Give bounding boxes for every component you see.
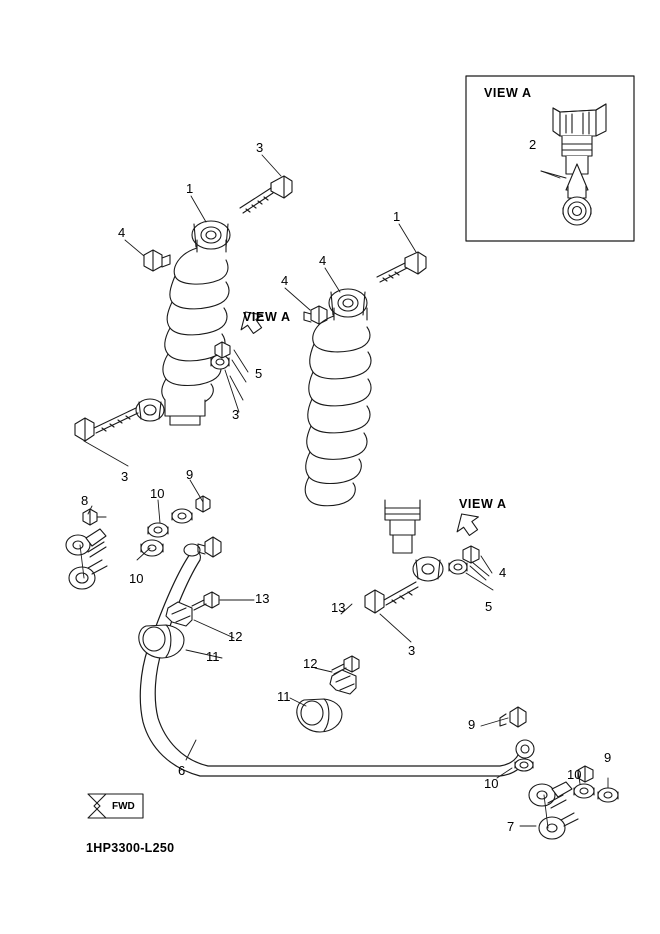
callout-5-left: 3 bbox=[232, 407, 240, 422]
callout-4-right-top: 4 bbox=[281, 273, 289, 288]
callout-3-right-bottom: 3 bbox=[408, 643, 416, 658]
callout-3-right-top: 1 bbox=[393, 209, 401, 224]
callout-4-left-mid: 5 bbox=[255, 366, 263, 381]
callout-11-left: 11 bbox=[206, 649, 220, 664]
callout-13-left: 13 bbox=[255, 591, 270, 606]
callout-1-right: 4 bbox=[319, 253, 327, 268]
callout-12-left: 12 bbox=[228, 629, 243, 644]
callout-1-left: 1 bbox=[186, 181, 194, 196]
part-code-label: 1HP3300-L250 bbox=[86, 841, 175, 855]
callout-9-left: 9 bbox=[186, 467, 194, 482]
callout-13-right: 13 bbox=[331, 600, 346, 615]
callout-4-left-top: 4 bbox=[118, 225, 126, 240]
callout-10-right-upper: 10 bbox=[484, 776, 499, 791]
callout-5-right: 5 bbox=[485, 599, 493, 614]
callout-11-right: 11 bbox=[277, 689, 291, 704]
fwd-direction-label: FWD bbox=[112, 801, 135, 812]
callout-7-right: 7 bbox=[507, 819, 515, 834]
callout-4-right-lower: 4 bbox=[499, 565, 507, 580]
view-a-label-right: VIEW A bbox=[459, 497, 507, 511]
callout-9-right-lower: 9 bbox=[604, 750, 612, 765]
view-a-label-left: VIEW A bbox=[243, 310, 291, 324]
view-a-inset-frame bbox=[466, 76, 634, 241]
callout-inset-2: 2 bbox=[529, 137, 537, 152]
callout-10-right-lower: 10 bbox=[567, 767, 582, 782]
callout-12-right: 12 bbox=[303, 656, 318, 671]
callout-3-left-top: 3 bbox=[256, 140, 264, 155]
callout-9-right-upper: 9 bbox=[468, 717, 476, 732]
callout-6-bar: 6 bbox=[178, 763, 186, 778]
inset-title-view-a: VIEW A bbox=[484, 86, 532, 100]
callout-8-left: 8 bbox=[81, 493, 89, 508]
callout-10-left-upper: 10 bbox=[150, 486, 165, 501]
callout-3-left-bottom: 3 bbox=[121, 469, 129, 484]
callout-10-left-lower: 10 bbox=[129, 571, 144, 586]
